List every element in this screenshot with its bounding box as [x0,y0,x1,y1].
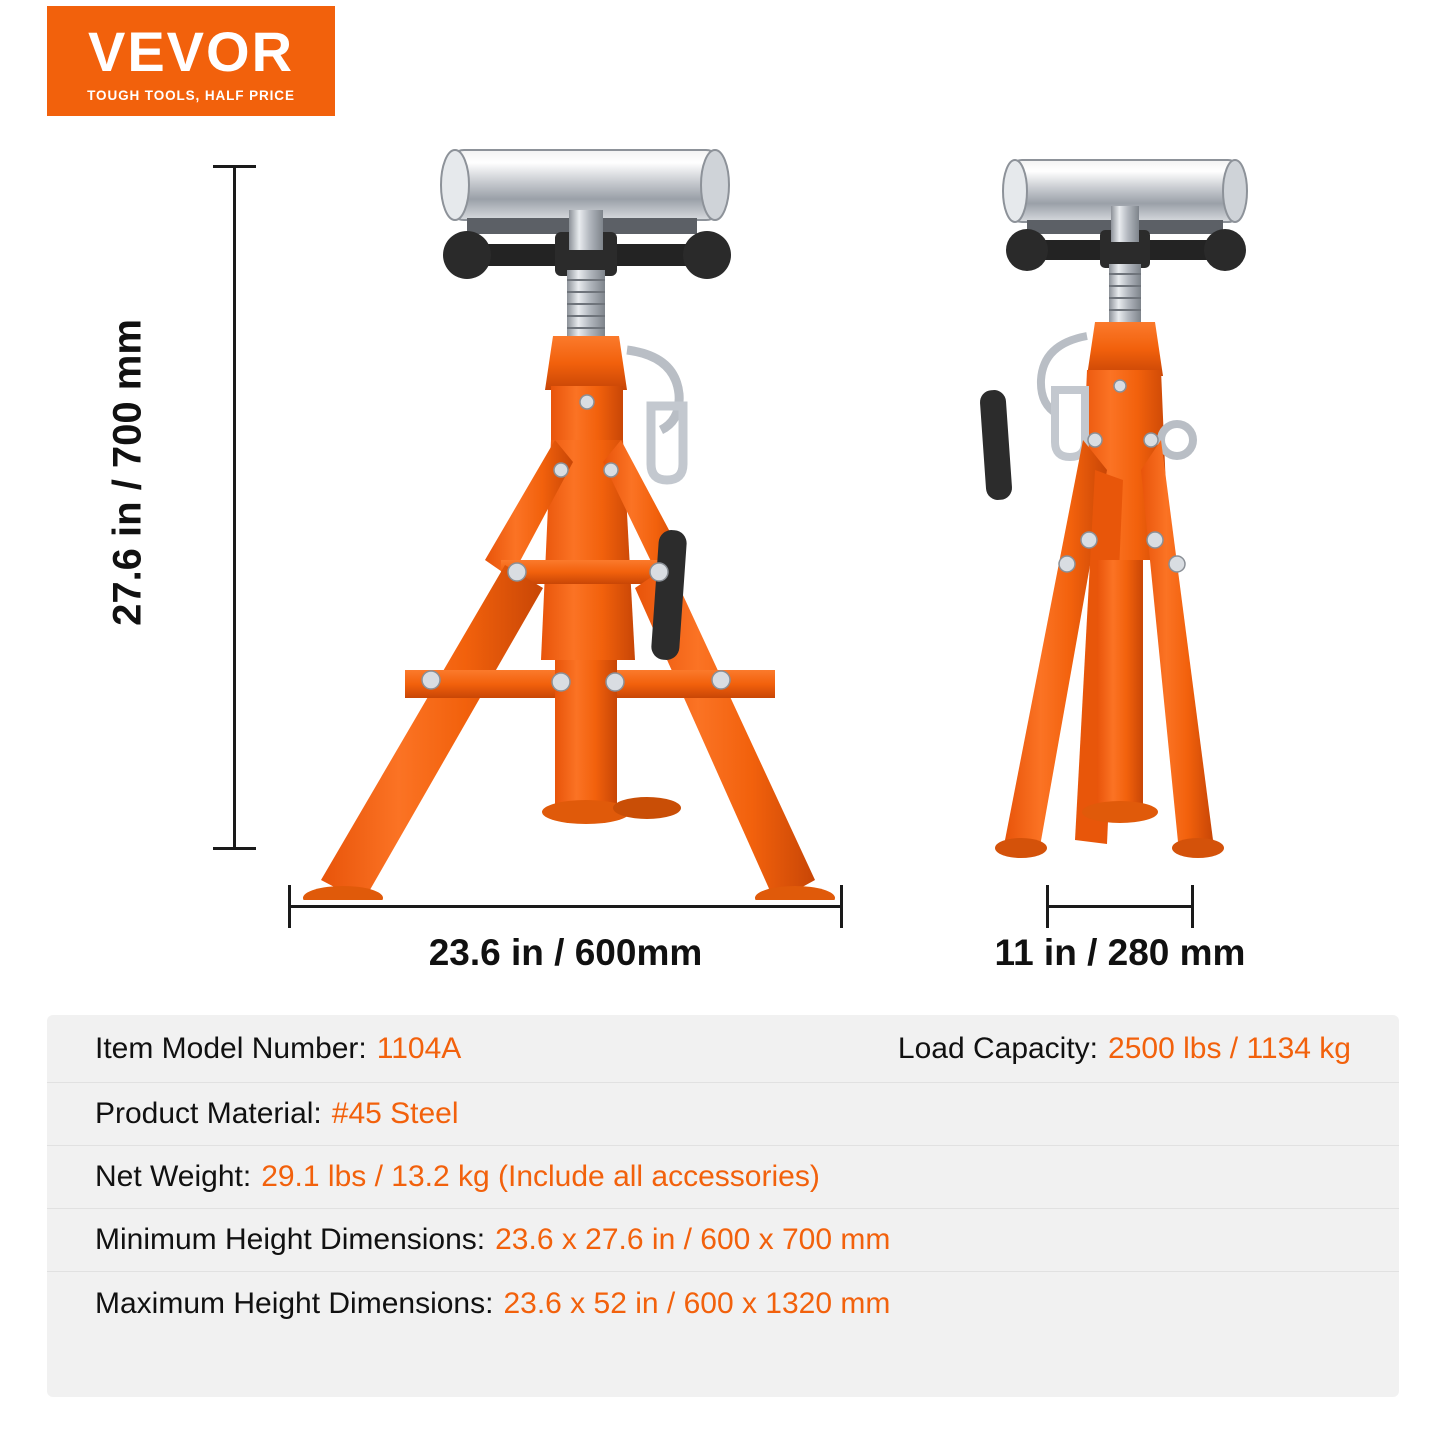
height-dimension-line [233,165,236,850]
spec-min-value: 23.6 x 27.6 in / 600 x 700 mm [495,1223,891,1256]
spec-model-label: Item Model Number: [95,1031,367,1065]
spec-row-material [47,1083,1399,1146]
spec-row-weight [47,1146,1399,1209]
brand-name: VEVOR [87,19,295,83]
front-width-cap-right [840,885,843,928]
brand-tagline: TOUGH TOOLS, HALF PRICE [87,87,295,103]
spec-material-value: #45 Steel [331,1097,459,1130]
spec-max-label: Maximum Height Dimensions: [95,1286,494,1320]
spec-load-label: Load Capacity: [897,1031,1099,1065]
spec-load [898,1032,1351,1066]
spec-model [95,1032,461,1066]
product-diagram [0,120,1445,990]
spec-max-value: 23.6 x 52 in / 600 x 1320 mm [503,1286,891,1320]
front-width-cap-left [288,885,291,928]
side-width-cap-right [1191,885,1194,928]
brand-logo [47,6,335,116]
height-dimension-label: 27.6 in / 700 mm [105,319,150,626]
front-width-label: 23.6 in / 600mm [428,932,703,973]
height-dimension-cap-top [213,165,256,168]
spec-row-max-height [47,1272,1399,1335]
spec-min-label: Minimum Height Dimensions: [95,1223,486,1256]
height-dimension-cap-bottom [213,847,256,850]
front-view-stand [255,140,855,900]
side-width-dimension-line [1046,905,1194,908]
spec-model-value: 1104A [376,1031,462,1065]
spec-load-value: 2500 lbs / 1134 kg [1108,1031,1351,1065]
spec-row-model-load [47,1015,1399,1083]
side-view-stand [955,140,1285,900]
side-width-label: 11 in / 280 mm [994,932,1246,973]
side-width-cap-left [1046,885,1049,928]
spec-weight-label: Net Weight: [95,1160,252,1193]
specifications-panel [47,1015,1399,1397]
spec-row-min-height [47,1209,1399,1272]
spec-weight-value: 29.1 lbs / 13.2 kg (Include all accessories) [261,1160,820,1193]
front-width-dimension-line [288,905,843,908]
spec-material-label: Product Material: [95,1097,322,1130]
